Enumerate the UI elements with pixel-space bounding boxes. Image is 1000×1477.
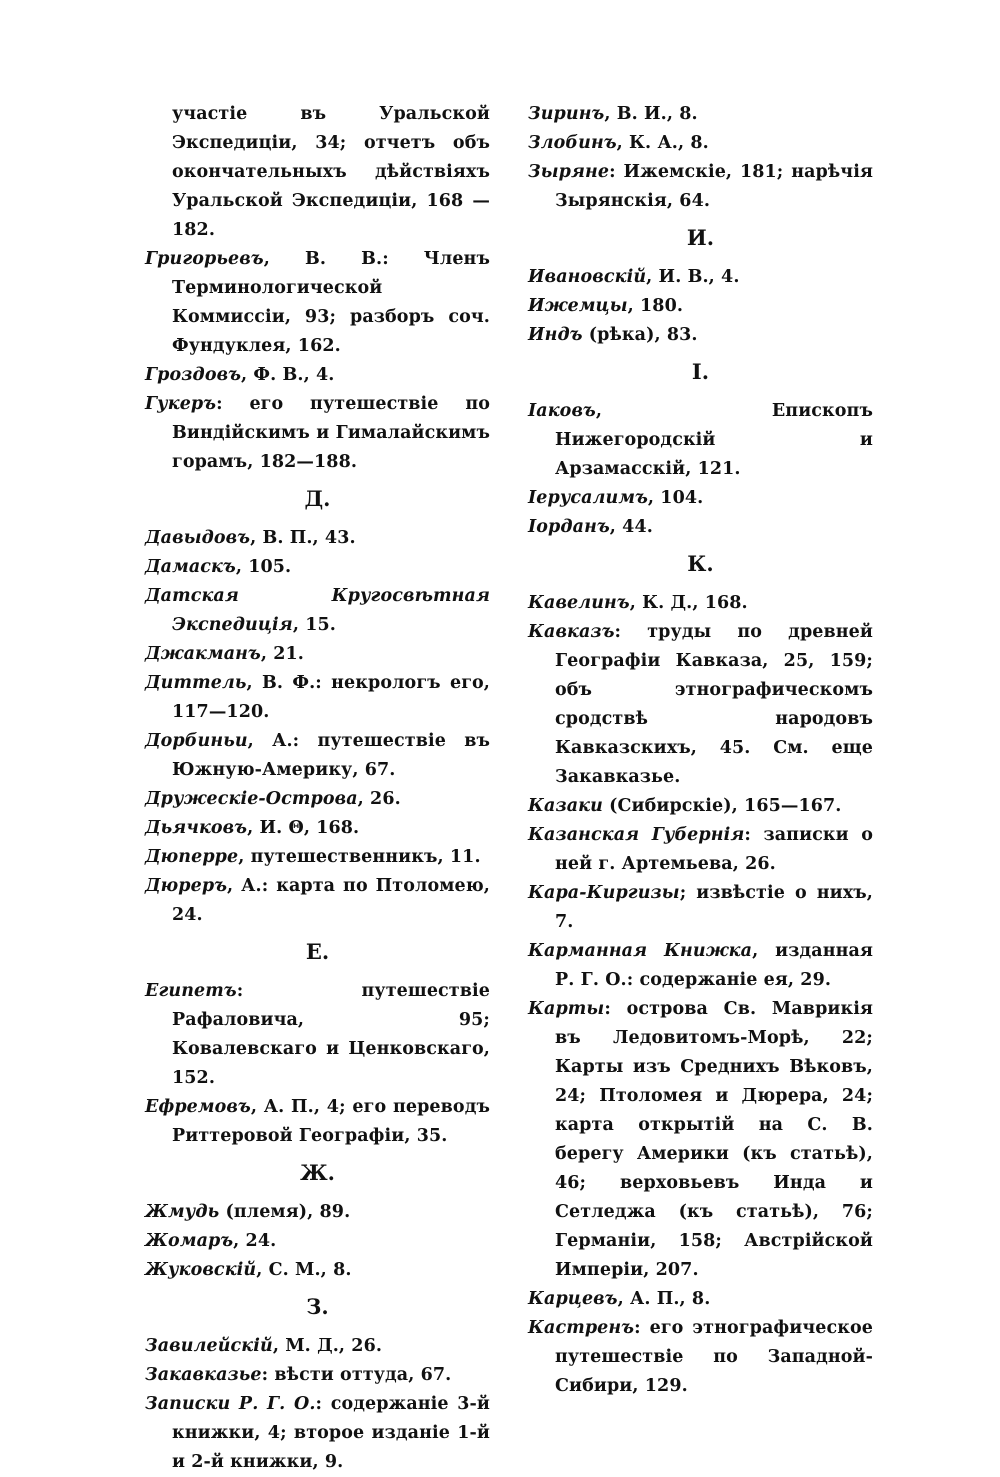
entry-heading: Жомаръ xyxy=(145,1231,234,1251)
index-entry xyxy=(145,524,490,553)
entry-text: , М. Д., 26. xyxy=(272,1336,383,1356)
entry-text: , А.: путешествіе въ Южную-Америку, 67. xyxy=(172,731,490,780)
index-entry xyxy=(528,589,873,618)
entry-heading: Датская Кругосвѣтная Экспедиція xyxy=(145,586,490,635)
entry-heading: Дорбиньи xyxy=(145,731,248,751)
entry-text: , И. В., 4. xyxy=(646,267,740,287)
entry-heading: Кара-Киргизы xyxy=(528,883,680,903)
section-letter: К. xyxy=(687,551,714,576)
entry-heading: Дружескіе-Острова xyxy=(145,789,358,809)
index-entry xyxy=(145,1332,490,1361)
entry-heading: Давыдовъ xyxy=(145,528,251,548)
entry-heading: Карманная Книжка xyxy=(528,941,753,961)
entry-text: : записки о ней г. Артемьева, 26. xyxy=(555,825,873,874)
entry-text: , 105. xyxy=(235,557,292,577)
entry-text: , В. Ф.: некрологъ его, 117—120. xyxy=(172,673,490,722)
entry-heading: Григорьевъ xyxy=(145,249,264,269)
right-column xyxy=(528,100,873,1401)
entry-text: : труды по древней Географіи Кавказа, 25, 159; объ этнографическомъ сродствѣ народовъ Кавказскихъ, 45. См. еще Закавказье. xyxy=(555,622,873,787)
index-entry xyxy=(145,1390,490,1477)
entry-text: (Сибирскіе), 165—167. xyxy=(602,796,842,816)
entry-text: , Ф. В., 4. xyxy=(241,365,335,385)
index-entry xyxy=(528,821,873,879)
entry-heading: Кавказъ xyxy=(528,622,615,642)
entry-text: , 44. xyxy=(609,517,653,537)
entry-heading: Карцевъ xyxy=(528,1289,618,1309)
entry-heading: Жуковскій xyxy=(145,1260,257,1280)
entry-heading: Злобинъ xyxy=(528,133,617,153)
entry-text: , К. А., 8. xyxy=(616,133,709,153)
index-entry xyxy=(145,1198,490,1227)
index-entry xyxy=(528,995,873,1285)
entry-heading: Ижемцы xyxy=(528,296,628,316)
index-entry xyxy=(145,977,490,1093)
section-letter: И. xyxy=(686,225,715,250)
index-entry xyxy=(528,618,873,792)
entry-heading: Гроздовъ xyxy=(145,365,242,385)
entry-heading: Ивановскій xyxy=(528,267,647,287)
entry-text: : Ижемскіе, 181; нарѣчія Зырянскія, 64. xyxy=(555,162,873,211)
index-entry xyxy=(145,361,490,390)
entry-heading: Кавелинъ xyxy=(528,593,630,613)
index-entry xyxy=(528,937,873,995)
entry-text: , путешественникъ, 11. xyxy=(238,847,481,867)
entry-heading: Дамаскъ xyxy=(145,557,236,577)
index-entry xyxy=(145,872,490,930)
entry-text: : путешествіе Рафаловича, 95; Ковалевскаго и Ценковскаго, 152. xyxy=(172,981,490,1088)
entry-heading: Ефремовъ xyxy=(145,1097,251,1117)
entry-heading: Зиринъ xyxy=(528,104,605,124)
entry-heading: Закавказье xyxy=(145,1365,262,1385)
index-entry xyxy=(145,553,490,582)
entry-text: , А. П., 4; его переводъ Риттеровой Географіи, 35. xyxy=(172,1097,490,1146)
index-entry xyxy=(145,785,490,814)
entry-heading: Дюперре xyxy=(145,847,239,867)
entry-text: , И. Θ, 168. xyxy=(247,818,360,838)
entry-text: , 180. xyxy=(627,296,684,316)
left-column xyxy=(145,100,490,1477)
entry-text: , А.: карта по Птоломею, 24. xyxy=(172,876,490,925)
entry-heading: Джакманъ xyxy=(145,644,261,664)
entry-heading: Записки Р. Г. О. xyxy=(145,1394,316,1414)
entry-text: , Епископъ Нижегородскій и Арзамасскій, 121. xyxy=(555,401,873,479)
entry-heading: Дьячковъ xyxy=(145,818,248,838)
entry-text: , В. П., 43. xyxy=(250,528,356,548)
entry-text: , А. П., 8. xyxy=(617,1289,711,1309)
index-entry xyxy=(528,397,873,484)
index-entry xyxy=(528,158,873,216)
section-letter: З. xyxy=(306,1294,329,1319)
entry-heading: Зыряне xyxy=(528,162,610,182)
entry-text: , К. Д., 168. xyxy=(629,593,748,613)
index-entry xyxy=(528,292,873,321)
entry-heading: Индъ xyxy=(528,325,583,345)
index-entry xyxy=(145,1227,490,1256)
entry-heading: Дюреръ xyxy=(145,876,228,896)
index-entry xyxy=(145,640,490,669)
entry-text: : его этнографическое путешествіе по Западной-Сибири, 129. xyxy=(555,1318,873,1396)
entry-text: , В. И., 8. xyxy=(604,104,698,124)
entry-text: , 21. xyxy=(260,644,304,664)
entry-heading: Карты xyxy=(528,999,605,1019)
index-entry xyxy=(145,1361,490,1390)
index-entry xyxy=(145,245,490,361)
entry-heading: Жмудь xyxy=(145,1202,220,1222)
section-letter: І. xyxy=(691,359,710,384)
entry-heading: Іаковъ xyxy=(528,401,596,421)
index-entry xyxy=(528,100,873,129)
entry-text: : острова Св. Маврикія въ Ледовитомъ-Морѣ, 22; Карты изъ Среднихъ Вѣковъ, 24; Птоломея и Дюрера, 24; карта открытій на С. В. берегу Америки (къ статьѣ), 46; верховьевъ Инда и Сетледжа (къ статьѣ), 76; Германіи, 158; Австрійской Имперіи, 207. xyxy=(555,999,873,1280)
index-entry xyxy=(528,129,873,158)
entry-text: , 26. xyxy=(357,789,401,809)
entry-heading: Іерусалимъ xyxy=(528,488,648,508)
entry-heading: Іорданъ xyxy=(528,517,610,537)
index-entry xyxy=(145,814,490,843)
entry-text: (племя), 89. xyxy=(219,1202,351,1222)
entry-text: , изданная Р. Г. О.: содержаніе ея, 29. xyxy=(555,941,873,990)
entry-text: , 24. xyxy=(233,1231,277,1251)
entry-heading: Завилейскій xyxy=(145,1336,273,1356)
entry-heading: Казаки xyxy=(528,796,603,816)
index-entry xyxy=(528,1285,873,1314)
index-entry xyxy=(145,669,490,727)
index-entry-continuation xyxy=(145,100,490,245)
entry-text: : его путешествіе по Виндійскимъ и Гималайскимъ горамъ, 182—188. xyxy=(172,394,490,472)
index-entry xyxy=(145,1093,490,1151)
entry-text: , С. М., 8. xyxy=(256,1260,352,1280)
entry-text: , 104. xyxy=(647,488,704,508)
entry-heading: Кастренъ xyxy=(528,1318,635,1338)
index-entry xyxy=(145,843,490,872)
section-letter: Е. xyxy=(305,939,330,964)
entry-heading: Гукеръ xyxy=(145,394,217,414)
entry-text: , В. В.: Членъ Терминологической Коммиссіи, 93; разборъ соч. Фундуклея, 162. xyxy=(172,249,490,356)
index-entry xyxy=(528,1314,873,1401)
entry-text: , 15. xyxy=(292,615,336,635)
index-entry xyxy=(528,484,873,513)
index-entry xyxy=(528,792,873,821)
index-entry xyxy=(145,1256,490,1285)
index-entry xyxy=(145,582,490,640)
entry-text: ; извѣстіе о нихъ, 7. xyxy=(555,883,873,932)
index-entry xyxy=(528,263,873,292)
index-entry xyxy=(528,321,873,350)
index-entry xyxy=(145,727,490,785)
entry-text: участіе въ Уральской Экспедиціи, 34; отчетъ объ окончательныхъ дѣйствіяхъ Уральской Экспедиціи, 168 — 182. xyxy=(172,104,490,240)
entry-heading: Диттель xyxy=(145,673,247,693)
entry-text: : содержаніе 3-й книжки, 4; второе изданіе 1-й и 2-й книжки, 9. xyxy=(172,1394,490,1472)
index-entry xyxy=(528,879,873,937)
index-entry xyxy=(145,390,490,477)
section-letter: Д. xyxy=(304,486,331,511)
entry-heading: Египетъ xyxy=(145,981,237,1001)
entry-heading: Казанская Губернія xyxy=(528,825,745,845)
section-letter: Ж. xyxy=(300,1160,335,1185)
entry-text: (рѣка), 83. xyxy=(582,325,698,345)
entry-text: : вѣсти оттуда, 67. xyxy=(261,1365,452,1385)
index-entry xyxy=(528,513,873,542)
